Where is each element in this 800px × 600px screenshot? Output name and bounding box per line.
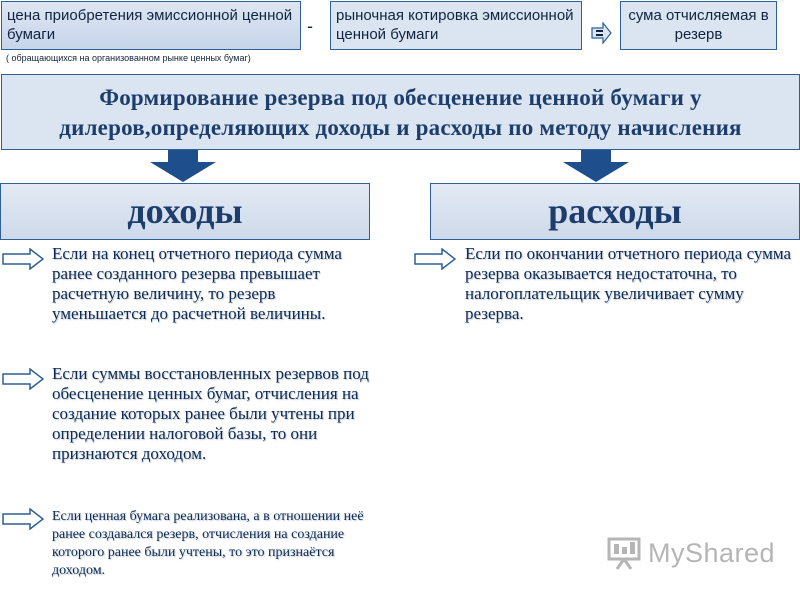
watermark-label: MyShared	[648, 537, 776, 568]
down-arrow-icon	[150, 150, 216, 182]
market-quote-box	[330, 1, 582, 50]
income-condition-text: Если ценная бумага реализована, а в отношении неё ранее создавался резерв, отчисления на создание которого ранее были учтены, то это признаётся доходом.	[52, 509, 364, 578]
expense-heading: расходы	[430, 183, 800, 240]
reserve-amount-box	[620, 1, 777, 50]
income-condition-text: Если суммы восстановленных резервов под обесценение ценных бумаг, отчисления на создание которых ранее были учтены при определении налоговой базы, то они признаются доходом.	[52, 364, 369, 463]
income-heading: доходы	[0, 183, 370, 240]
down-arrow-icon	[563, 150, 629, 182]
minus-sign: -	[307, 16, 313, 36]
right-arrow-icon	[2, 368, 44, 390]
right-arrow-icon	[2, 248, 44, 270]
purchase-price-box	[1, 1, 301, 50]
watermark	[606, 536, 775, 570]
market-quote-label: рыночная котировка эмиссионной ценной бумаги	[336, 7, 574, 43]
equals-arrow-icon	[590, 22, 612, 44]
presentation-board-icon	[606, 536, 642, 570]
purchase-price-label: цена приобретения эмиссионной ценной бумаги	[7, 7, 293, 43]
right-arrow-icon	[2, 508, 44, 530]
right-arrow-icon	[414, 248, 456, 270]
main-title: Формирование резерва под обесценение ценной бумаги у дилеров,определяющих доходы и расходы по методу начисления	[1, 74, 800, 150]
expense-condition-text: Если по окончании отчетного периода сумма резерва оказывается недостаточна, то налогоплательщик увеличивает сумму резерва.	[465, 244, 792, 323]
footnote: ( обращающихся на организованном рынке ценных бумаг)	[6, 53, 251, 63]
reserve-amount-label: сума отчисляемая в резерв	[628, 7, 769, 43]
income-condition-text: Если на конец отчетного периода сумма ранее созданного резерва превышает расчетную величину, то резерв уменьшается до расчетной величины.	[52, 244, 342, 323]
